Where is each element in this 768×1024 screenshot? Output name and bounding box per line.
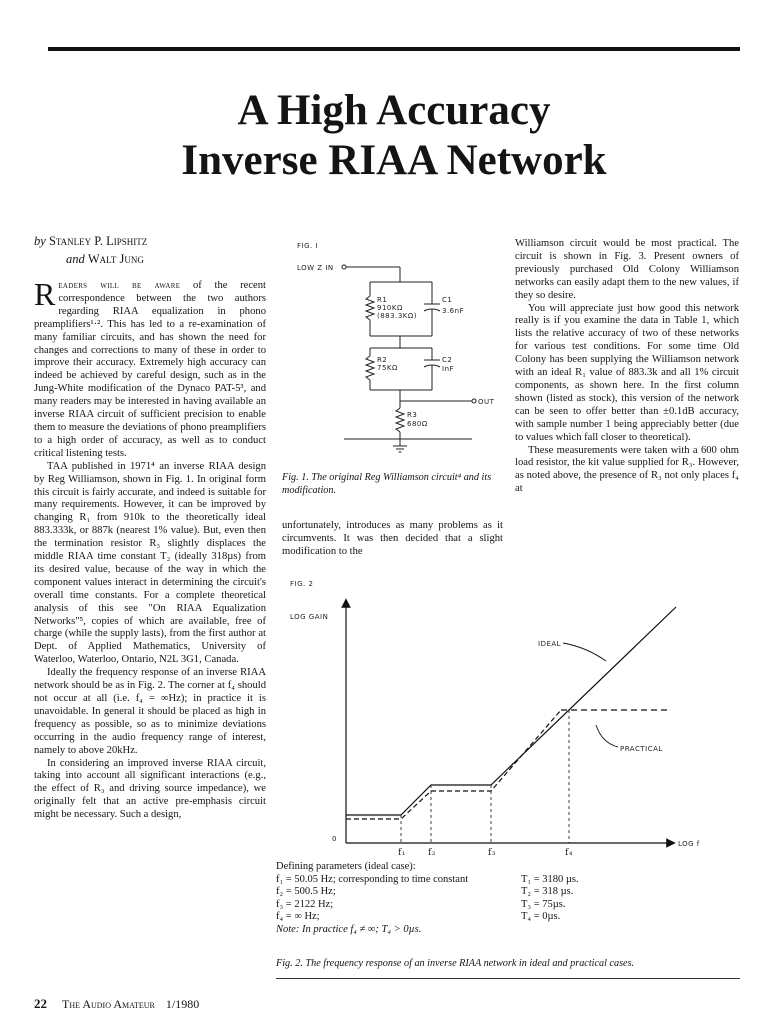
fig2-param-row: f₄ = ∞ Hz; T₄ = 0µs. [276, 911, 561, 923]
svg-text:75KΩ: 75KΩ [377, 364, 398, 372]
fig2-param-row: f₃ = 2122 Hz; T₃ = 75µs. [276, 898, 566, 910]
fig1-input-label: LOW Z IN [297, 264, 334, 272]
magazine-name: The Audio Amateur [62, 997, 155, 1011]
article-title [48, 86, 740, 186]
fig1-caption: Fig. 1. The original Reg Williamson circuit⁴ and its modification. [282, 472, 492, 496]
fig2-tick-f3: f₃ [488, 848, 496, 858]
fig2-caption: Fig. 2. The frequency response of an inverse RIAA network in ideal and practical cases. [276, 958, 635, 969]
col3-paragraph-1: Williamson circuit would be most practical. The circuit is shown in Fig. 3. Present owners of previously purchased Old Colony Williamson networks can easily adapt them to the new values, if they so desire. [515, 238, 739, 301]
fig2-tick-f1: f₁ [398, 848, 406, 858]
svg-text:680Ω: 680Ω [407, 420, 428, 428]
top-rule [48, 47, 740, 51]
byline: by Stanley P. Lipshitz and Walt Jung [34, 234, 148, 266]
column-1 [34, 276, 266, 822]
svg-text:3.6nF: 3.6nF [442, 307, 465, 315]
col3-paragraph-2: You will appreciate just how good this network really is if you examine the data in Table 1, which lists the relative accuracy of two of these networks for various test conditions. For some time Old Colony has been supplying the Williamson network with an ideal R₁ value of 883.3k and all 1% circuit components, as shown here. In the first column shown (listed as stock), this version of the network can be seen to offer better than ±0.1dB accuracy, with sample number 1 being appreciably better (due to values which fall closer to theoretical). [515, 302, 739, 443]
fig2-parameters [276, 861, 616, 937]
page-footer [34, 996, 334, 1012]
svg-text:(883.3KΩ): (883.3KΩ) [377, 312, 417, 320]
fig2-ylabel: LOG GAIN [290, 613, 329, 621]
author-1: Stanley P. Lipshitz [48, 234, 148, 248]
bottom-rule [276, 978, 740, 979]
drop-cap: R [34, 276, 56, 312]
fig1-label: FIG. I [297, 242, 319, 250]
column-2-text [282, 520, 503, 559]
svg-text:R2: R2 [377, 356, 388, 364]
paragraph-3: Ideally the frequency response of an inverse RIAA network should be as in Fig. 2. The corner at f₄ should not occur at all (i.e. f₄ = ∞Hz); in practice it is unavoidable. In general it should be placed as high in frequency as possible, so as to minimize deviations occurring in the audio frequency range of interest, namely to above 20kHz. [34, 667, 266, 756]
svg-text:InF: InF [442, 365, 455, 373]
fig2-practical-label: PRACTICAL [620, 745, 663, 753]
fig2-note: Note: In practice f₄ ≠ ∞; T₄ > 0µs. [276, 923, 422, 935]
fig2-ideal-label: IDEAL [538, 640, 562, 648]
col2-paragraph: unfortunately, introduces as many problems as it circumvents. It was then decided that a slight modification to the [282, 520, 503, 557]
fig2-tick-f4: f₄ [565, 848, 573, 858]
svg-text:R1: R1 [377, 296, 388, 304]
col3-paragraph-3: These measurements were taken with a 600 ohm load resistor, the kit value supplied for R₃. However, as noted above, the presence of R₃ not only places f₄ at [515, 444, 739, 495]
fig1-output-label: OUT [478, 398, 495, 406]
fig2-practical-curve [346, 710, 561, 819]
fig2-ideal-curve [346, 607, 676, 815]
fig2-tick-f2: f₂ [428, 848, 436, 858]
fig2-label: FIG. 2 [290, 580, 314, 588]
title-line-1: A High Accuracy [237, 87, 551, 134]
column-3 [515, 238, 739, 496]
fig2-params-title: Defining parameters (ideal case): [276, 861, 416, 872]
fig2-xlabel: LOG f [678, 840, 700, 848]
page-number: 22 [34, 996, 47, 1011]
author-2: Walt Jung [87, 252, 144, 266]
svg-text:C2: C2 [442, 356, 453, 364]
paragraph-4: In considering an improved inverse RIAA circuit, taking into account all significant interactions (e.g., the effect of R₃ and driving source impedance), we originally felt that an active pre-emphasis circuit might be necessary. Such a design, [34, 757, 266, 821]
fig2-param-row: f₁ = 50.05 Hz; corresponding to time constant T₁ = 3180 µs. [276, 873, 579, 885]
fig2-param-row: f₂ = 500.5 Hz; T₂ = 318 µs. [276, 886, 574, 898]
svg-text:R3: R3 [407, 411, 418, 419]
title-line-2: Inverse RIAA Network [181, 137, 607, 184]
svg-text:910KΩ: 910KΩ [377, 304, 403, 312]
issue: 1/1980 [165, 997, 200, 1011]
paragraph-1: Readers will be aware of the recent correspondence between the two authors regarding RIAA equalization in phono preamplifiers¹·². This has led to a re-examination of many familiar circuits, and has shown the need for changes and corrections to many of these in order to improve their accuracy. Extremely high accuracy can indeed be achieved by careful design, such as in the Jung-White modification of the Dynaco PAT-5³, and many readers may be interested in having available an inverse RIAA circuit of sufficient precision to enable them to measure the deviations of phono preamplifiers to a high order of accuracy, as well as to conduct critical listening tests. [34, 276, 266, 459]
fig1-schematic [282, 236, 512, 468]
fig2-graph [276, 575, 746, 860]
paragraph-2: TAA published in 1971⁴ an inverse RIAA design by Reg Williamson, shown in Fig. 1. In original form this circuit is fairly accurate, and indeed is suitable for many requirements. However, it can be improved by changing R₁ from 910k to the theoretically ideal 883.333k, or 887k (nearest 1% value). But, even then the termination resistor R₃ slightly displaces the middle RIAA time constant T₂ (ideally 318µs) from its desired value, because of the way in which the component values interact in determining the circuit's overall time constants. For a complete theoretical analysis of this see "On RIAA Equalization Networks"⁵, copies of which are available, free of charge (while the supply lasts), from the first author at Dept. of Applied Mathematics, University of Waterloo, Waterloo, Ontario, N2L 3G1, Canada. [34, 460, 266, 666]
fig2-origin: 0 [332, 835, 337, 843]
svg-text:C1: C1 [442, 296, 453, 304]
